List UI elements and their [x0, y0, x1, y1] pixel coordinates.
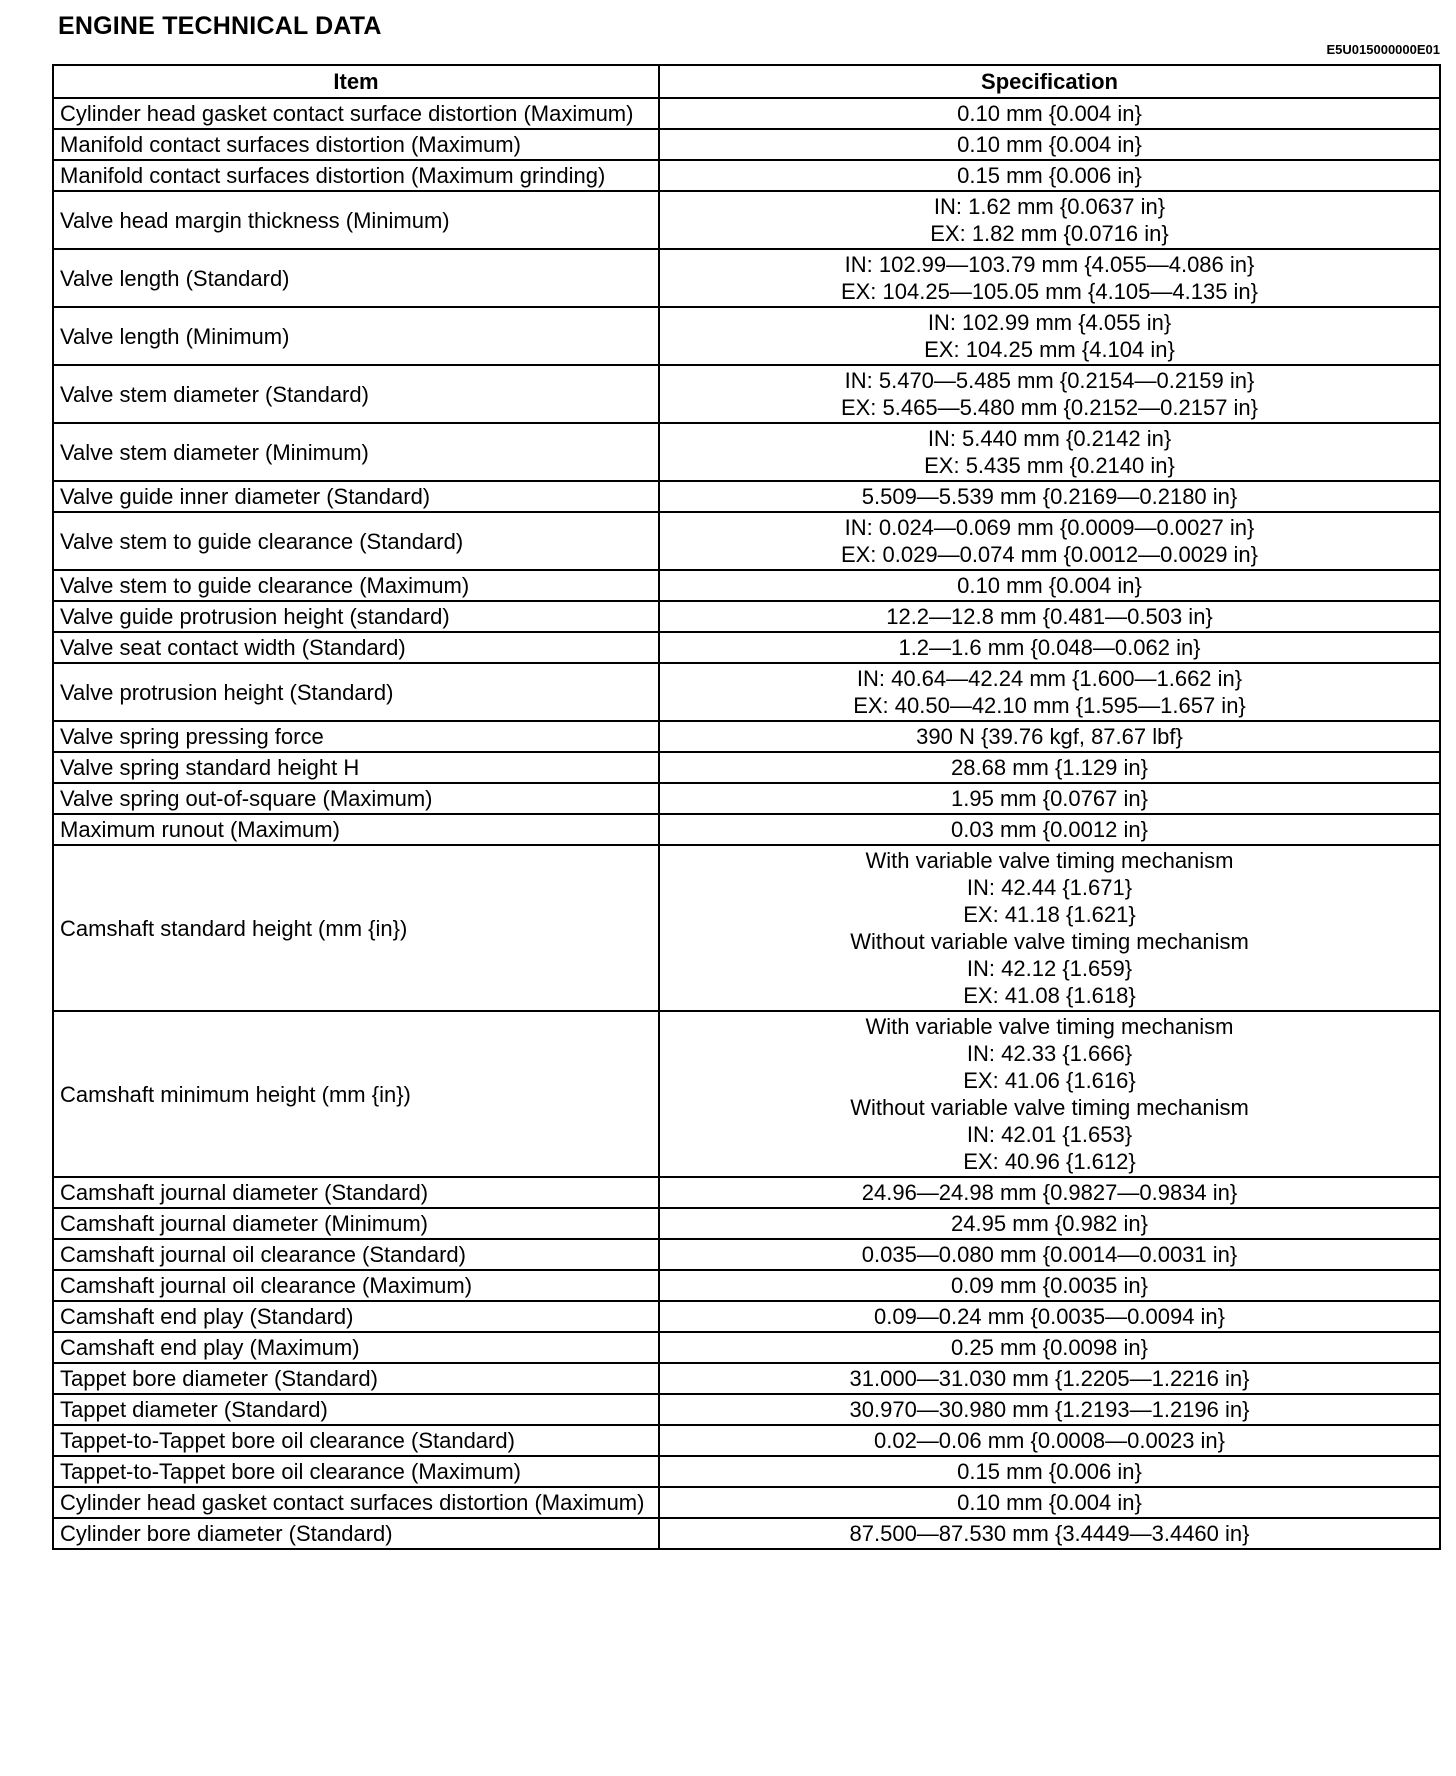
item-cell: Tappet-to-Tappet bore oil clearance (Maximum) [53, 1456, 659, 1487]
specification-line: IN: 42.12 {1.659} [966, 956, 1133, 981]
specification-cell [659, 814, 1440, 845]
item-cell: Camshaft minimum height (mm {in}) [53, 1011, 659, 1177]
specification-cell [659, 481, 1440, 512]
specification-cell [659, 1011, 1440, 1177]
table-row [53, 721, 1440, 752]
item-cell: Valve seat contact width (Standard) [53, 632, 659, 663]
item-cell: Valve head margin thickness (Minimum) [53, 191, 659, 249]
specification-line: 30.970—30.980 mm {1.2193—1.2196 in} [849, 1397, 1250, 1422]
item-cell: Camshaft journal oil clearance (Maximum) [53, 1270, 659, 1301]
item-cell: Manifold contact surfaces distortion (Maximum) [53, 129, 659, 160]
document-code: E5U015000000E01 [1326, 42, 1440, 57]
specification-line: EX: 41.06 {1.616} [963, 1068, 1136, 1093]
specification-line: EX: 41.08 {1.618} [963, 983, 1136, 1008]
specification-line: 1.95 mm {0.0767 in} [951, 786, 1148, 811]
specification-line: IN: 40.64—42.24 mm {1.600—1.662 in} [856, 666, 1243, 691]
specification-cell [659, 752, 1440, 783]
table-row [53, 1011, 1440, 1177]
specification-line: EX: 1.82 mm {0.0716 in} [930, 221, 1169, 246]
specification-line: EX: 104.25—105.05 mm {4.105—4.135 in} [840, 279, 1259, 304]
table-row [53, 1177, 1440, 1208]
item-cell: Valve length (Standard) [53, 249, 659, 307]
item-cell: Cylinder head gasket contact surfaces distortion (Maximum) [53, 1487, 659, 1518]
item-cell: Cylinder head gasket contact surface distortion (Maximum) [53, 98, 659, 129]
table-row [53, 423, 1440, 481]
specification-cell [659, 1177, 1440, 1208]
table-header-row [53, 65, 1440, 98]
specification-cell [659, 191, 1440, 249]
specification-line: EX: 40.96 {1.612} [963, 1149, 1136, 1174]
specification-cell [659, 1394, 1440, 1425]
specification-cell [659, 512, 1440, 570]
table-row [53, 512, 1440, 570]
specification-line: With variable valve timing mechanism [865, 848, 1234, 873]
specification-line: EX: 40.50—42.10 mm {1.595—1.657 in} [853, 693, 1246, 718]
specification-line: 31.000—31.030 mm {1.2205—1.2216 in} [849, 1366, 1250, 1391]
specification-line: EX: 104.25 mm {4.104 in} [924, 337, 1175, 362]
table-row [53, 191, 1440, 249]
item-cell: Valve stem to guide clearance (Standard) [53, 512, 659, 570]
table-row [53, 632, 1440, 663]
table-row [53, 1332, 1440, 1363]
item-cell: Tappet-to-Tappet bore oil clearance (Standard) [53, 1425, 659, 1456]
table-row [53, 663, 1440, 721]
table-row [53, 1487, 1440, 1518]
table-row [53, 1425, 1440, 1456]
item-cell: Camshaft journal diameter (Minimum) [53, 1208, 659, 1239]
specification-line: 28.68 mm {1.129 in} [951, 755, 1148, 780]
specification-line: IN: 5.470—5.485 mm {0.2154—0.2159 in} [844, 368, 1255, 393]
item-cell: Camshaft journal oil clearance (Standard) [53, 1239, 659, 1270]
table-row [53, 98, 1440, 129]
specification-line: With variable valve timing mechanism [865, 1014, 1234, 1039]
item-cell: Tappet bore diameter (Standard) [53, 1363, 659, 1394]
item-cell: Valve spring standard height H [53, 752, 659, 783]
item-cell: Camshaft end play (Standard) [53, 1301, 659, 1332]
specification-line: 0.09—0.24 mm {0.0035—0.0094 in} [873, 1304, 1226, 1329]
specification-line: 12.2—12.8 mm {0.481—0.503 in} [886, 604, 1213, 629]
technical-data-table [52, 64, 1441, 1550]
specification-line: IN: 42.44 {1.671} [966, 875, 1133, 900]
item-cell: Manifold contact surfaces distortion (Maximum grinding) [53, 160, 659, 191]
item-cell: Camshaft standard height (mm {in}) [53, 845, 659, 1011]
item-cell: Valve stem to guide clearance (Maximum) [53, 570, 659, 601]
specification-cell [659, 783, 1440, 814]
specification-line: 0.15 mm {0.006 in} [957, 1459, 1142, 1484]
specification-line: IN: 1.62 mm {0.0637 in} [933, 194, 1166, 219]
specification-line: 24.96—24.98 mm {0.9827—0.9834 in} [861, 1180, 1238, 1205]
item-cell: Maximum runout (Maximum) [53, 814, 659, 845]
specification-cell [659, 1518, 1440, 1549]
specification-line: 0.03 mm {0.0012 in} [951, 817, 1148, 842]
column-header-item: Item [53, 65, 659, 98]
specification-line: EX: 5.435 mm {0.2140 in} [924, 453, 1175, 478]
specification-cell [659, 1487, 1440, 1518]
specification-line: IN: 102.99—103.79 mm {4.055—4.086 in} [844, 252, 1255, 277]
specification-line: 0.02—0.06 mm {0.0008—0.0023 in} [873, 1428, 1226, 1453]
specification-line: 0.25 mm {0.0098 in} [951, 1335, 1148, 1360]
specification-cell [659, 1208, 1440, 1239]
specification-line: Without variable valve timing mechanism [850, 1095, 1249, 1120]
specification-cell [659, 601, 1440, 632]
specification-line: 0.10 mm {0.004 in} [957, 101, 1142, 126]
specification-line: 390 N {39.76 kgf, 87.67 lbf} [916, 724, 1183, 749]
item-cell: Valve stem diameter (Standard) [53, 365, 659, 423]
specification-cell [659, 721, 1440, 752]
table-row [53, 1239, 1440, 1270]
table-row [53, 783, 1440, 814]
item-cell: Valve guide protrusion height (standard) [53, 601, 659, 632]
table-row [53, 1394, 1440, 1425]
item-cell: Valve spring pressing force [53, 721, 659, 752]
specification-cell [659, 570, 1440, 601]
item-cell: Valve stem diameter (Minimum) [53, 423, 659, 481]
table-row [53, 1456, 1440, 1487]
item-cell: Valve length (Minimum) [53, 307, 659, 365]
page-title: ENGINE TECHNICAL DATA [58, 12, 382, 40]
item-cell: Valve guide inner diameter (Standard) [53, 481, 659, 512]
specification-line: IN: 42.01 {1.653} [966, 1122, 1133, 1147]
specification-cell [659, 845, 1440, 1011]
item-cell: Valve spring out-of-square (Maximum) [53, 783, 659, 814]
specification-line: 0.09 mm {0.0035 in} [951, 1273, 1148, 1298]
specification-cell [659, 1239, 1440, 1270]
specification-line: 24.95 mm {0.982 in} [951, 1211, 1148, 1236]
table-row [53, 601, 1440, 632]
specification-line: 0.10 mm {0.004 in} [957, 1490, 1142, 1515]
table-row [53, 845, 1440, 1011]
item-cell: Camshaft journal diameter (Standard) [53, 1177, 659, 1208]
specification-cell [659, 1425, 1440, 1456]
specification-cell [659, 632, 1440, 663]
specification-line: EX: 0.029—0.074 mm {0.0012—0.0029 in} [840, 542, 1259, 567]
specification-cell [659, 160, 1440, 191]
specification-cell [659, 423, 1440, 481]
specification-cell [659, 663, 1440, 721]
specification-cell [659, 98, 1440, 129]
table-row [53, 1518, 1440, 1549]
table-row [53, 1270, 1440, 1301]
specification-line: 1.2—1.6 mm {0.048—0.062 in} [898, 635, 1201, 660]
specification-cell [659, 1332, 1440, 1363]
specification-line: 87.500—87.530 mm {3.4449—3.4460 in} [849, 1521, 1250, 1546]
specification-line: 0.15 mm {0.006 in} [957, 163, 1142, 188]
specification-cell [659, 129, 1440, 160]
item-cell: Valve protrusion height (Standard) [53, 663, 659, 721]
specification-line: 5.509—5.539 mm {0.2169—0.2180 in} [861, 484, 1238, 509]
specification-cell [659, 1270, 1440, 1301]
table-row [53, 307, 1440, 365]
specification-cell [659, 1363, 1440, 1394]
specification-line: EX: 5.465—5.480 mm {0.2152—0.2157 in} [840, 395, 1259, 420]
specification-line: EX: 41.18 {1.621} [963, 902, 1136, 927]
table-row [53, 570, 1440, 601]
specification-line: 0.035—0.080 mm {0.0014—0.0031 in} [861, 1242, 1238, 1267]
specification-line: IN: 42.33 {1.666} [966, 1041, 1133, 1066]
specification-cell [659, 365, 1440, 423]
item-cell: Cylinder bore diameter (Standard) [53, 1518, 659, 1549]
item-cell: Camshaft end play (Maximum) [53, 1332, 659, 1363]
table-row [53, 249, 1440, 307]
table-row [53, 752, 1440, 783]
table-row [53, 814, 1440, 845]
table-row [53, 129, 1440, 160]
specification-line: 0.10 mm {0.004 in} [957, 573, 1142, 598]
table-row [53, 160, 1440, 191]
specification-line: IN: 5.440 mm {0.2142 in} [927, 426, 1172, 451]
item-cell: Tappet diameter (Standard) [53, 1394, 659, 1425]
specification-line: Without variable valve timing mechanism [850, 929, 1249, 954]
specification-line: IN: 102.99 mm {4.055 in} [927, 310, 1172, 335]
specification-cell [659, 307, 1440, 365]
table-row [53, 365, 1440, 423]
specification-line: 0.10 mm {0.004 in} [957, 132, 1142, 157]
table-row [53, 1208, 1440, 1239]
table-row [53, 1301, 1440, 1332]
specification-cell [659, 1456, 1440, 1487]
table-body [53, 98, 1440, 1549]
column-header-specification: Specification [659, 65, 1440, 98]
specification-cell [659, 1301, 1440, 1332]
table-row [53, 481, 1440, 512]
specification-cell [659, 249, 1440, 307]
specification-line: IN: 0.024—0.069 mm {0.0009—0.0027 in} [844, 515, 1255, 540]
table-row [53, 1363, 1440, 1394]
